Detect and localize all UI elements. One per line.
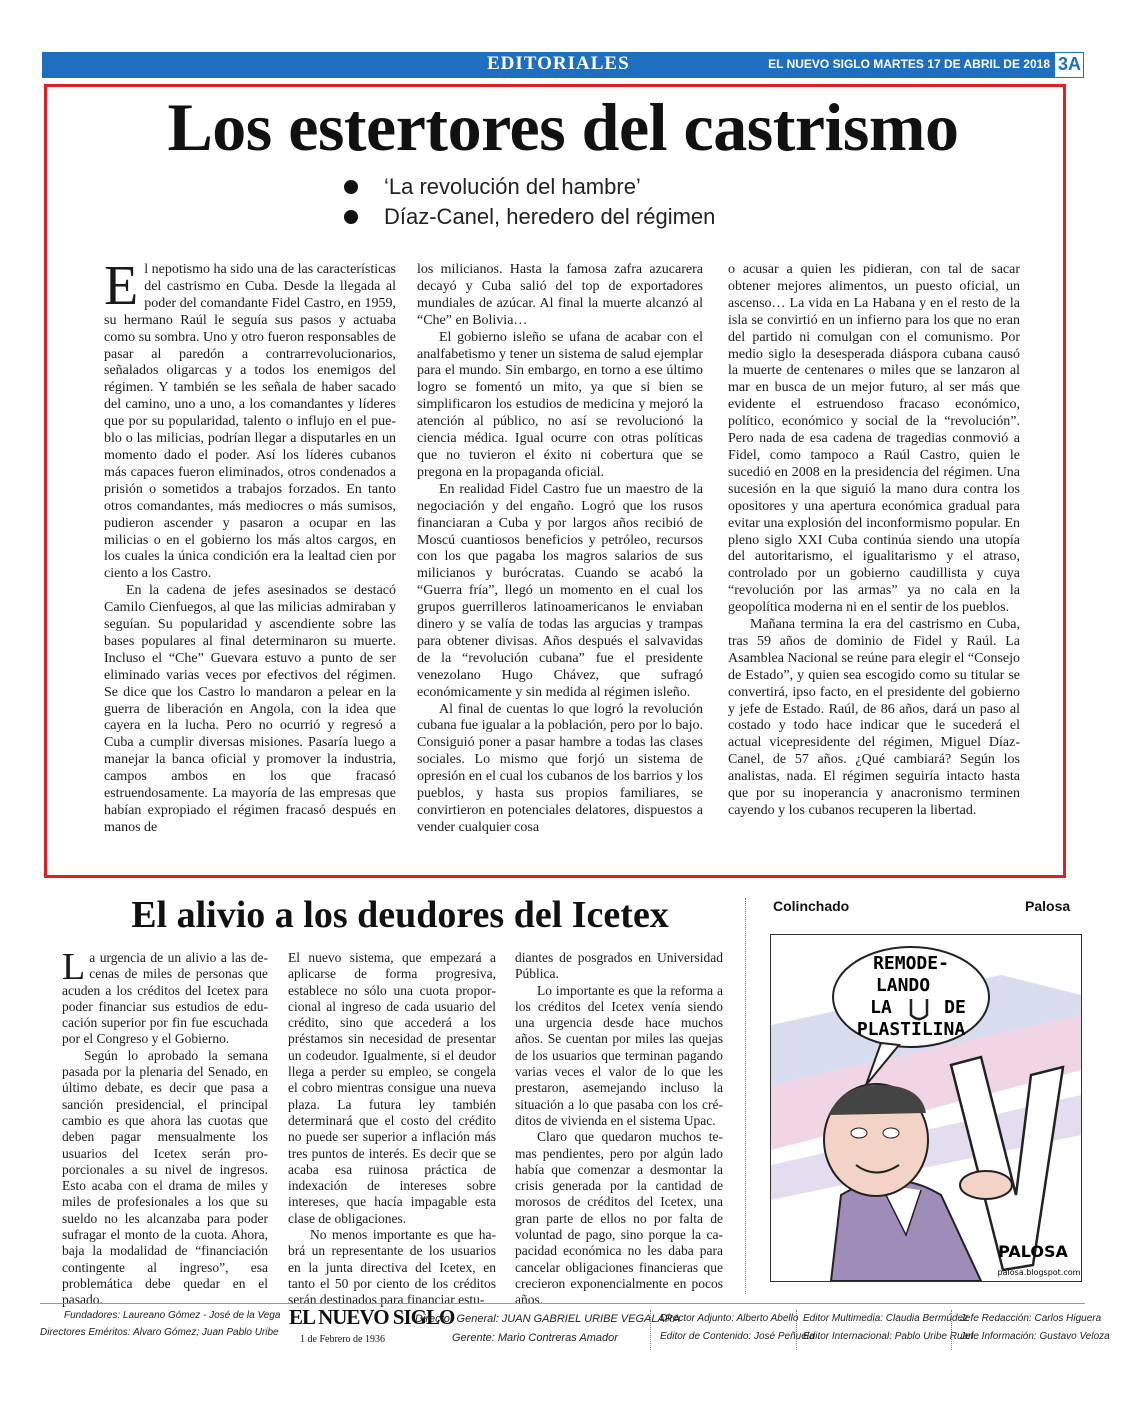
bubble-line: LANDO [875, 975, 931, 996]
footer-divider [796, 1310, 797, 1350]
second-editorial-column-3 [515, 950, 723, 1309]
editorial-column-2 [417, 262, 703, 837]
section-title: EDITORIALES [487, 53, 630, 74]
paragraph-text: a urgencia de un alivio a las decenas de miles de personas que acuden a los créditos del Icetex para poder financiar sus estudios de educación superior por fin fue escuchada por el Congreso y el Gobierno. [62, 950, 268, 1047]
bubble-line: REMODE- [873, 953, 949, 974]
footer-newsroom: Jefe Redacción: Carlos Higuera [960, 1313, 1102, 1324]
footer-divider [951, 1310, 952, 1350]
paper-date-line: EL NUEVO SIGLO MARTES 17 DE ABRIL DE 2018 [768, 57, 1050, 71]
section-header-bar [42, 52, 1084, 78]
paragraph: El gobierno isleño se ufana de acabar con el analfabetismo y tener un sistema de salud ejemplar para el mundo. Sin embargo, en torno a ese último logro se fomentó un mito, ya que si bien se simplificaron los estudios de medicina y mejoró la atención al público, no así se revolucionó la ciencia médica. Igual ocurre con otras políticas que no tuvieron el éxito ni cobertura que se pregona en la propaganda oficial. [417, 329, 703, 480]
paragraph [104, 255, 396, 583]
paragraph: los milicianos. Hasta la famosa zafra azucarera decayó y Cuba salió del top de exportadores mundiales de azúcar. Al final la muerte alcanzó al “Che” en Bolivia… [417, 262, 703, 328]
drop-cap: L [62, 946, 86, 988]
page-number: 3A [1057, 54, 1081, 74]
cartoon-author-label: Palosa [1025, 898, 1071, 914]
bullet-icon [344, 180, 358, 194]
paragraph [62, 946, 268, 1048]
column-divider [745, 898, 746, 1294]
paragraph: Mañana termina la era del castrismo en Cuba, tras 59 años de dominio de Fidel y Raúl. La Asamblea Nacional se reúne para elegir el “Consejo de Estado”, y quien sea escogido como su titular se convertirá, ipso facto, en el presidente del gobierno y jefe de Estado. Raúl, de 86 años, dará un paso al costado y todo hace indicar que le sucederá el actual vicepresidente del régimen, Miguel Díaz-Canel, de 57 años. ¿Qué cambiará? Según los analistas, nada. El régimen seguiría intacto hasta que por su inoperancia y anacronismo terminen cayendo y los cubanos recuperen la libertad. [728, 617, 1020, 818]
paragraph: En la cadena de jefes asesinados se destacó Camilo Cienfuegos, al que las milicias admiraban y seguían. Su popularidad y ascendiente sobre las bases populares al final determinaron su muerte. Incluso el “Che” Guevara estuvo a punto de ser eliminado varias veces por efectivos del régimen. Se dice que los Castro lo mandaron a pelear en la guerra de liberación en Angola, con la idea que cayera en la lucha. Pero no ocurrió y regresó a Cuba a cumplir diversas misiones. Pasaría luego a manejar la banca oficial y promover la industria, campos ambos en los que fracasó estruendosamente. La mayoría de las empresas que habían expropiado el régimen fracasó después en manos de [104, 583, 396, 835]
paragraph: No menos importante es que habrá un representante de los usuarios en la junta directiva del Icetex, en tanto el 50 por ciento de los créditos serán destinados para financiar estu- [288, 1227, 496, 1308]
bubble-line: DE [944, 997, 966, 1018]
footer-manager: Gerente: Mario Contreras Amador [452, 1332, 618, 1344]
subhead-item [344, 172, 715, 202]
footer-director: Director General: JUAN GABRIEL URIBE VEGALARA [415, 1313, 681, 1325]
cartoon-illustration [771, 935, 1081, 1281]
bubble-line: LA [870, 997, 892, 1018]
cartoon-blog: palosa.blogspot.com [997, 1268, 1081, 1277]
footer-content-editor: Editor de Contenido: José Peñuela [660, 1331, 815, 1342]
second-editorial-column-1 [62, 946, 268, 1309]
subhead-text: ‘La revolución del hambre’ [384, 174, 641, 199]
paragraph: El nuevo sistema, que empezará a aplicarse de forma progresiva, establece no sólo una cuota proporcional al ingreso de cada usuario del crédito, sino que accederá a los préstamos sin necesidad de presentar un codeudor. Igualmente, si el deudor llega a perder su empleo, se congela el cobro mientras consigue una nueva plaza. La futura ley también determinará que el costo del crédito no puede ser superior a inflación más tres puntos de interés. Es decir que se acaba esa ruinosa práctica de indexación de intereses sobre intereses, que hacía impagable esta clase de obligaciones. [288, 950, 496, 1226]
newspaper-logo: EL NUEVO SIGLO [289, 1305, 455, 1329]
drop-cap: E [104, 255, 139, 317]
subhead-text: Díaz-Canel, heredero del régimen [384, 204, 716, 229]
editorial-column-3 [728, 262, 1020, 820]
second-editorial-column-2 [288, 950, 496, 1309]
footer-adjunct: Director Adjunto: Alberto Abello [660, 1313, 799, 1324]
paragraph: diantes de posgrados en Universidad Pública. [515, 950, 723, 982]
cartoon-section-label: Colinchado [773, 898, 850, 914]
paragraph: Lo importante es que la reforma a los créditos del Icetex venía siendo una urgencia desde hace muchos años. Se cuentan por miles las quejas de los usuarios que terminan pagando varias veces el valor de lo que les prestaron, asemejando incluso la situación a lo que pasaba con los créditos de vivienda en el sistema Upac. [515, 982, 723, 1128]
paragraph: Al final de cuentas lo que logró la revolución cubana fue igualar a la población, pero por lo bajo. Consiguió poner a pasar hambre a todas las clases sociales. Lo mismo que forjó un sistema de opresión en el cual los cubanos de los barrios y los pueblos, y hasta sus propios familiares, se convirtieron en potenciales delatores, dispuestos a vender cualquier cosa [417, 701, 703, 835]
cartoon-panel [770, 934, 1082, 1282]
founded-date: 1 de Febrero de 1936 [300, 1334, 385, 1345]
footer-emeritus: Directores Eméritos: Alvaro Gómez; Juan Pablo Uribe [40, 1327, 279, 1338]
second-editorial-title: El alivio a los deudores del Icetex [131, 894, 669, 936]
paragraph-text: l nepotismo ha sido una de las características del castrismo en Cuba. Desde la llegada al poder del comandante Fidel Castro, en 1959, su hermano Raúl le seguía sus pasos y actuaba como su sombra. Uno y otro fueron responsables de pasar al paredón a contrarrevolucionarios, señalados oligarcas y a todos los enemigos del régimen. Y también se les señala de haber sacado del camino, uno a uno, a los comandantes y líderes que por su popularidad, talento o influjo en el pueblo o las milicias, podrían llegar a disputarles en un momento dado el poder. Así los líderes cubanos más capaces fueron eliminados, otros condenados a prisión o sometidos a trabajos forzados. En tanto otros comandantes, más mediocres o más sumisos, pudieron ascender y pasaron a ocupar en las milicias o en el gobierno los más altos cargos, en los cuales la única condición era la lealtad cien por ciento a los Castro. [104, 262, 396, 582]
footer-founders: Fundadores: Laureano Gómez - José de la Vega [64, 1310, 281, 1321]
subhead-item [344, 202, 715, 232]
bubble-line: PLASTILINA [856, 1019, 966, 1040]
footer-multimedia: Editor Multimedia: Claudia Bermúdez [803, 1313, 969, 1324]
editorial-title: Los estertores del castrismo [167, 89, 959, 165]
footer-rule [40, 1303, 1085, 1304]
footer-international: Editor Internacional: Pablo Uribe Ruan [803, 1331, 974, 1342]
paragraph: o acusar a quien les pidieran, con tal de sacar obtener mejores alimentos, un puesto oficial, un ascenso… La vida en La Habana y en el resto de la isla se convirtió en un infierno para los que no eran del partido ni comulgan con el comunismo. Por medio siglo la desesperada diáspora cubana causó la muerte de centenares o miles que se lanzaron al mar en busca de un mejor futuro, al ser más que evidente el estruendoso fracaso económico, político, económico y social de la “revolución”. Pero nada de esa cadena de tragedias conmovió a Fidel, como tampoco a Raúl Castro, quien le sucedió en 2008 en la presidencia del régimen. Una sucesión en la que siguió la mano dura contra los opositores y una apertura económica gradual para evitar una explosión del inconformismo popular. En pleno siglo XXI Cuba continúa siendo una utopía del autoritarismo, el igualitarismo y el atraso, controlado por un gobierno caudillista y cuya “revolución por las armas” ya no cala en la geopolítica moderna ni en el sentir de los pueblos. [728, 262, 1020, 616]
editorial-column-1 [104, 255, 396, 837]
paragraph: Claro que quedaron muchos temas pendientes, pero por algún lado había que comenzar a desmontar la crisis generada por la cantidad de morosos de créditos del Icetex, una gran parte de ellos no por falta de voluntad de pago, sino porque la capacidad económica no les daba para cancelar obligaciones financieras que crecieron exponencialmente en pocos años. [515, 1129, 723, 1308]
editorial-subheads [344, 172, 715, 232]
cartoon-signature: PALOSA [998, 1242, 1068, 1261]
footer-divider [650, 1310, 651, 1350]
bullet-icon [344, 210, 358, 224]
footer-info: Jefe Información: Gustavo Veloza [960, 1331, 1110, 1342]
paragraph: En realidad Fidel Castro fue un maestro de la negociación y del engaño. Logró que los rusos financiaran a Cuba y por largos años recibió de Moscú cuantiosos beneficios y petróleo, recursos con los que pagaba los magros salarios de sus milicianos y burócratas. Cuando se acabó la “Guerra fría”, llegó un momento en el cual los grupos guerrilleros latinoamericanos le enviaban dinero y se valía de todas las argucias y trampas para obtener divisas. Años después el salvavidas de la “revolución cubana” fue el presidente venezolano Hugo Chávez, que sufragó económicamente y sin medida al régimen isleño. [417, 481, 703, 700]
paragraph: Según lo aprobado la semana pasada por la plenaria del Senado, en último debate, es decir que pasa a sanción presidencial, el principal cambio es que ahora las cuotas que deben pagar mensualmente los usuarios del Icetex serán proporcionales a su nivel de ingresos. Esto acaba con el drama de miles y miles de profesionales a los que su sueldo no les alcanzaba para poder sufragar el monto de la cuota. Ahora, baja la modalidad de “financiación contingente al ingreso”, esa problemática debe quedar en el pasado. [62, 1047, 268, 1308]
